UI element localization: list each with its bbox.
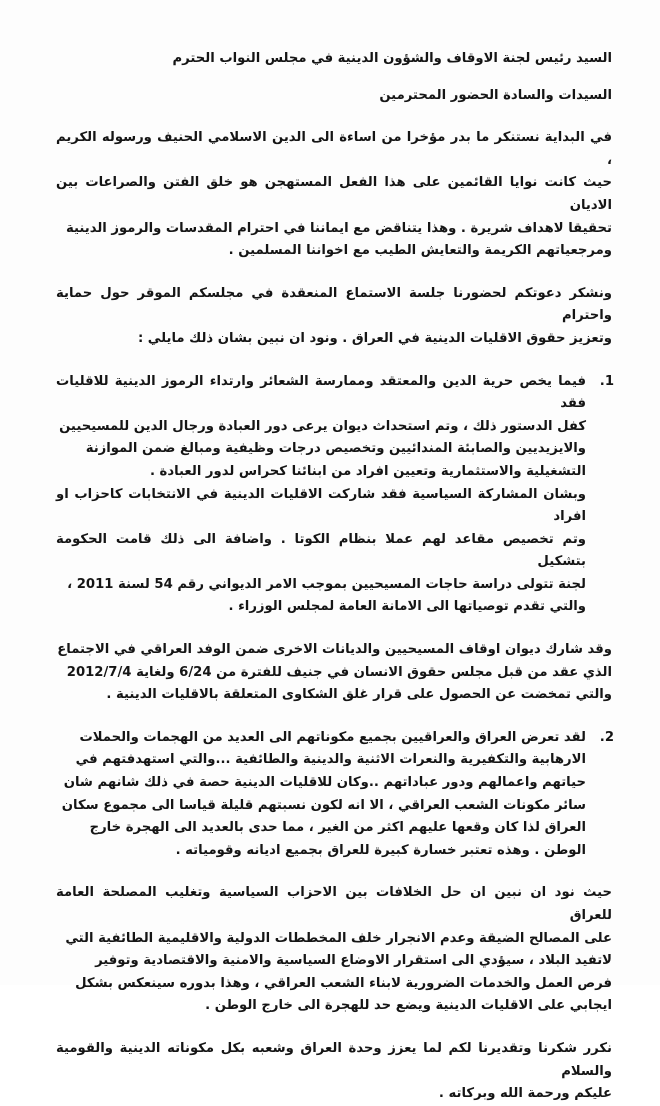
text-line: حياتهم واعمالهم ودور عباداتهم ..وكان للاقليات الدينية حصة في ذلك شانهم شان [63,775,586,791]
text-line: ونشكر دعوتكم لحضورنا جلسة الاستماع المنعقدة في مجلسكم الموقر حول حماية واحترام [56,285,612,324]
text-line: على المصالح الضيقة وعدم الانجرار خلف المخططات الدولية والاقليمية الطائفية التي [65,930,612,946]
text-line: لقد تعرض العراق والعراقيين بجميع مكوناتهم الى العديد من الهجمات والحملات [79,729,586,745]
text-line: العراق لذا كان وقعها عليهم اكثر من الغير ، مما حدى بالعديد الى الهجرة خارج [89,820,586,836]
paragraph-closing [56,1038,612,1106]
text-line: وتم تخصيص مقاعد لهم عملا بنظام الكوتا . واضافة الى ذلك قامت الحكومة بتشكيل [56,531,586,570]
paragraph-thanks-invitation [56,283,612,351]
salutation-chair: السيد رئيس لجنة الاوقاف والشؤون الدينية في مجلس النواب الحترم [172,51,612,66]
text-line: التشغيلية والاستثمارية وتعيين افراد من ابنائنا كحراس لدور العبادة . [149,463,586,479]
text-line: لجنة تتولى دراسة حاجات المسيحيين بموجب الامر الديواني رقم 54 لسنة 2011 ، [67,576,586,592]
text-line: الارهابية والتكفيرية والنعرات الاثنية والدينية والطائفية ...والتي استهدفتهم في [75,752,586,768]
text-line: والايزيديين والصابئة المندائيين وتخصيص درجات وظيفية ومبالغ ضمن الموازنة [85,441,586,457]
paragraph-condemnation [56,127,612,263]
paragraph-political-stability [56,882,612,1018]
text-line: كفل الدستور ذلك ، وتم استحداث ديوان يرعى دور العبادة ورجال الدين للمسيحيين [59,418,586,434]
text-line: حيث نود ان نبين ان حل الخلافات بين الاحزاب السياسية وتغليب المصلحة العامة للعراق [56,885,612,923]
text-line: لاتفيد البلاد ، سيؤدي الى استقرار الاوضاع السياسية والامنية والاقتصادية وتوفير [95,953,612,969]
text-line: ايجابي على الاقليات الدينية ويضع حد للهجرة الى خارج الوطن . [205,998,612,1014]
text-line: عليكم ورحمة الله وبركاته . [438,1086,612,1102]
text-line: والتي تقدم توصياتها الى الامانة العامة لمجلس الوزراء . [228,599,586,615]
text-line: تحقيقا لاهداف شريرة . وهذا يتناقض مع ايماننا في احترام المقدسات والرموز الدينية [66,220,612,236]
text-line: فرص العمل والخدمات الضرورية لابناء الشعب العراقي ، وهذا بدوره سينعكس بشكل [75,975,612,991]
numbered-item-1 [56,371,612,620]
text-line: وقد شارك ديوان اوقاف المسيحيين والديانات الاخرى ضمن الوفد العراقي في الاجتماع [57,642,612,658]
item-number: 1. [599,373,614,389]
text-line: سائر مكونات الشعب العراقي ، الا انه لكون نسبتهم قليلة قياسا الى مجموع سكان [61,797,586,813]
text-line: وبشان المشاركة السياسية فقد شاركت الاقليات الدينية في الانتخابات كاحزاب او افراد [56,486,586,525]
text-line: الوطن . وهذه تعتبر خسارة كبيرة للعراق بجميع اديانه وقومياته . [175,842,586,858]
text-line: فيما يخص حرية الدين والمعتقد وممارسة الشعائر وارتداء الرموز الدينية للاقليات فقد [56,373,586,412]
text-line: في البداية نستنكر ما بدر مؤخرا من اساءة الى الدين الاسلامي الحنيف ورسوله الكريم ، [56,130,612,168]
numbered-item-2 [56,727,612,863]
item-number: 2. [599,729,614,745]
text-line: والتي تمخضت عن الحصول على قرار غلق الشكاوى المتعلقة بالاقليات الدينية . [106,687,612,703]
text-line: ومرجعياتهم الكريمة والتعايش الطيب مع اخواننا المسلمين . [228,243,612,259]
paragraph-geneva-delegation [56,639,612,707]
text-line: حيث كانت نوايا القائمين على هذا الفعل المستهجن هو خلق الفتن والصراعات بين الاديان [56,175,612,213]
text-line: وتعزيز حقوق الاقليات الدينية في العراق . ونود ان نبين بشان ذلك مايلي : [137,330,612,346]
text-line: نكرر شكرنا وتقديرنا لكم لما يعزز وحدة العراق وشعبه بكل مكوناته الدينية والقومية والسلام [56,1040,612,1079]
text-line: الذي عقد من قبل مجلس حقوق الانسان في جنيف للفترة من 6/24 ولغاية 2012/7/4 [66,664,612,680]
salutation-audience: السيدات والسادة الحضور المحترمين [379,87,612,103]
